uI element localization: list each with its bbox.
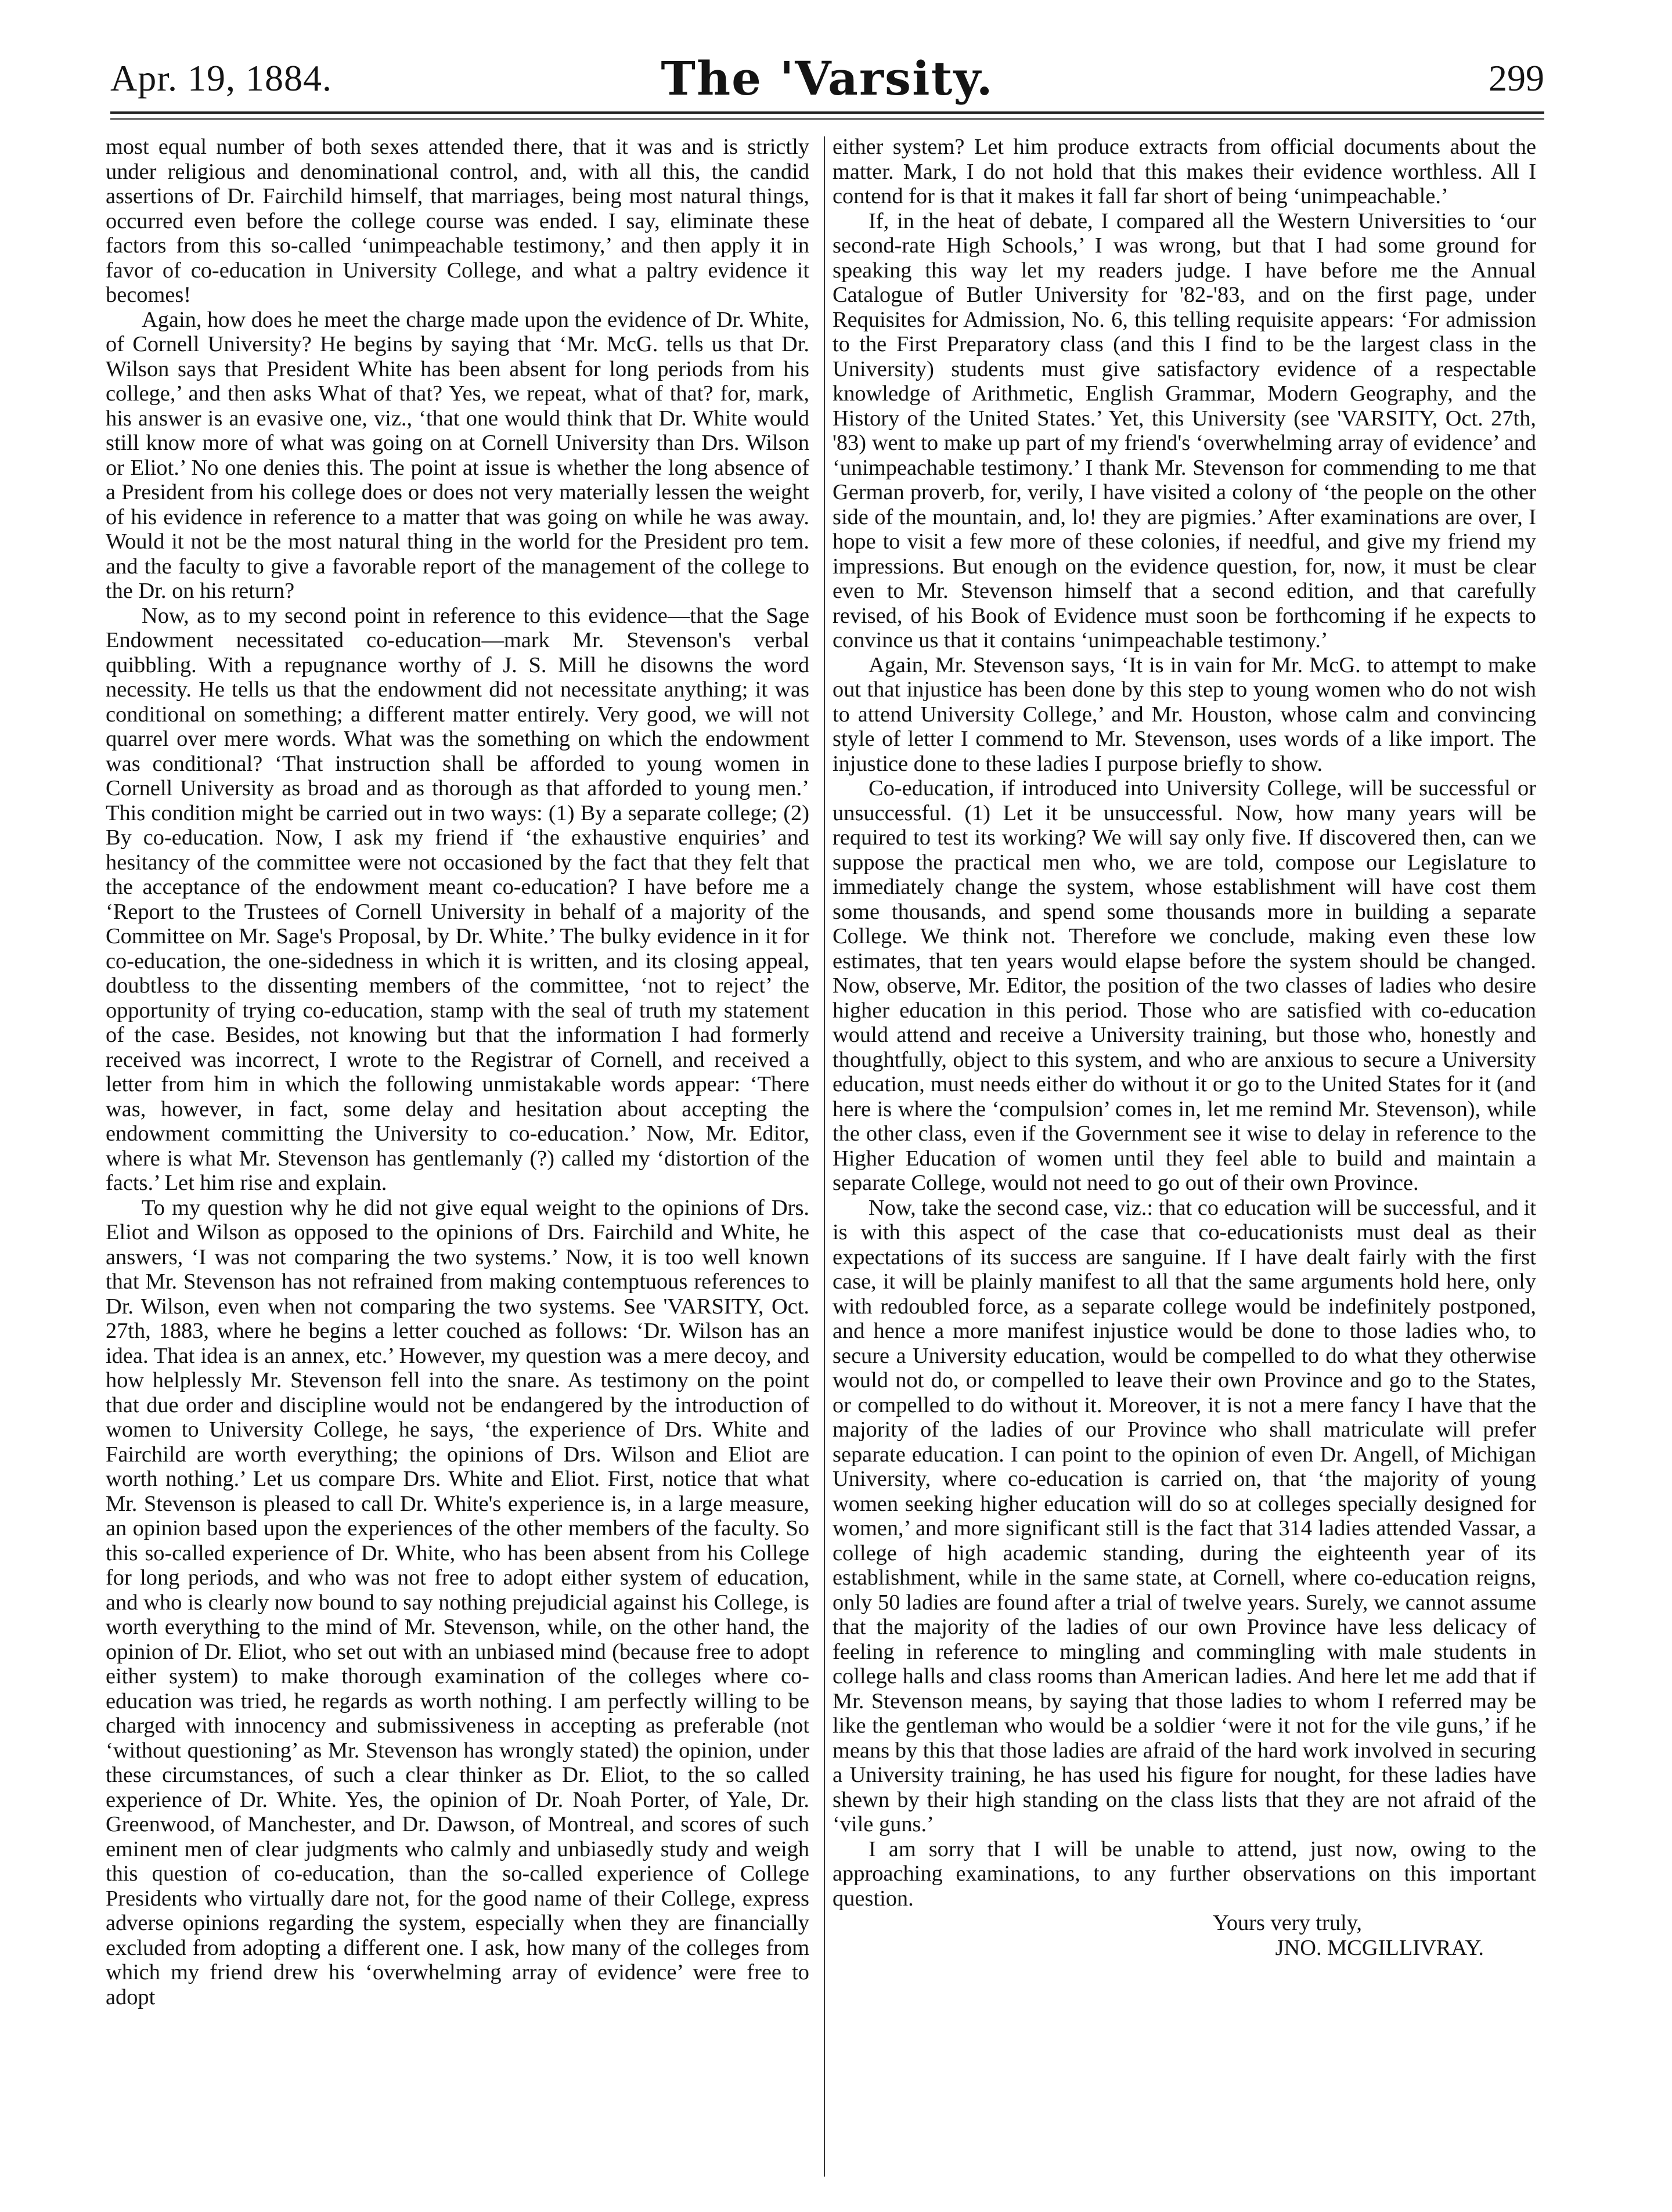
paragraph: Now, as to my second point in reference to this evidence—that the Sage Endowment necessitated co-education—mark Mr. Stevenson's verbal quibbling. With a repugnance worthy of J. S. Mill he disowns the word necessity. He tells us that the endowment did not necessitate anything; it was conditional on something; a different matter entirely. Very good, we will not quarrel over mere words. What was the something on which the endowment was conditional? ‘That instruction shall be afforded to young women in Cornell University as broad and as thorough as that afforded to young men.’ This condition might be carried out in two ways: (1) By a separate college; (2) By co-education. Now, I ask my friend if ‘the exhaustive enquiries’ and hesitancy of the committee were not occasioned by the fact that they felt that the acceptance of the endowment meant co-education? I have before me a ‘Report to the Trustees of Cornell University in behalf of a majority of the Committee on Mr. Sage's Proposal, by Dr. White.’ The bulky evidence in it for co-education, the one-sidedness in which it is written, and its closing appeal, doubtless to the dissenting members of the committee, ‘not to reject’ the opportunity of trying co-education, stamp with the seal of truth my statement of the case. Besides, not knowing but that the information I had formerly received was incorrect, I wrote to the Registrar of Cornell, and received a letter from him in which the following unmistakable words appear: ‘There was, however, in fact, some delay and hesitation about accepting the endowment committing the University to co-education.’ Now, Mr. Editor, where is what Mr. Stevenson has gentlemanly (?) called my ‘distortion of the facts.’ Let him rise and explain. [106, 603, 809, 1195]
header-rule-thick [110, 111, 1544, 114]
paragraph: Now, take the second case, viz.: that co education will be successful, and it is with this aspect of the case that co-educationists must deal as their expectations of its success are sanguine. If I have dealt fairly with the first case, it will be plainly manifest to all that the same arguments hold here, only with redoubled force, as a separate college would be indefinitely postponed, and hence a more manifest injustice would be done to those ladies who, to secure a University education, would be compelled to do what they otherwise would not do, or compelled to leave their own Province and go to the States, or compelled to do without it. Moreover, it is not a mere fancy I have that the majority of the ladies of our Province who shall matriculate will prefer separate education. I can point to the opinion of even Dr. Angell, of Michigan University, where co-education is carried on, that ‘the majority of young women seeking higher education will do so at colleges specially designed for women,’ and more significant still is the fact that 314 ladies attended Vassar, a college of high academic standing, during the eighteenth year of its establishment, while in the same state, at Cornell, where co-education reigns, only 50 ladies are found after a trial of twelve years. Surely, we cannot assume that the majority of the ladies of our own Province have less delicacy of feeling in reference to mingling and commingling with male students in college halls and class rooms than American ladies. And here let me add that if Mr. Stevenson means, by saying that those ladies to whom I referred may be like the gentleman who would be a soldier ‘were it not for the vile guns,’ if he means by this that those ladies are afraid of the hard work involved in securing a University training, he has used his figure for nought, for these ladies have shewn by their high standing on the class lists that they are not afraid of the ‘vile guns.’ [833, 1195, 1536, 1836]
masthead: The 'Varsity. [661, 51, 994, 106]
paragraph: most equal number of both sexes attended there, that it was and is strictly under religious and denominational control, and, with all this, the candid assertions of Dr. Fairchild himself, that marriages, being most natural things, occurred even before the college course was ended. I say, eliminate these factors from this so-called ‘unimpeachable testimony,’ and then apply it in favor of co-education in University College, and what a paltry evidence it becomes! [106, 135, 809, 307]
right-column [833, 135, 1536, 2178]
issue-date: Apr. 19, 1884. [110, 57, 332, 99]
paragraph: Co-education, if introduced into University College, will be successful or unsuccessful. (1) Let it be unsuccessful. Now, how many years will be required to test its working? We will say only five. If discovered then, can we suppose the practical men who, we are told, compose our Legislature to immediately change the system, whose establishment will have cost them some thousands, and spend some thousands more in building a separate College. We think not. Therefore we conclude, making even these low estimates, that ten years would elapse before the system should be changed. Now, observe, Mr. Editor, the position of the two classes of ladies who desire higher education in this period. Those who are satisfied with co-education would attend and receive a University training, but those who, honestly and thoughtfully, object to this system, and who are anxious to secure a University education, must needs either do without it or go to the United States for it (and here is where the ‘compulsion’ comes in, let me remind Mr. Stevenson), while the other class, even if the Government see it wise to delay in reference to the Higher Education of women until they feel able to build and maintain a separate College, would not need to go out of their own Province. [833, 776, 1536, 1195]
signature-name: JNO. MCGILLIVRAY. [1275, 1935, 1484, 1960]
header-rule-thin [110, 118, 1544, 120]
paragraph: Again, Mr. Stevenson says, ‘It is in vain for Mr. McG. to attempt to make out that injustice has been done by this step to young women who do not wish to attend University College,’ and Mr. Houston, whose calm and convincing style of letter I commend to Mr. Stevenson, uses words of a like import. The injustice done to these ladies I purpose briefly to show. [833, 652, 1536, 776]
paragraph: To my question why he did not give equal weight to the opinions of Drs. Eliot and Wilson as opposed to the opinions of Drs. Fairchild and White, he answers, ‘I was not comparing the two systems.’ Now, it is too well known that Mr. Stevenson has not refrained from making contemptuous references to Dr. Wilson, even when not comparing the two systems. See 'VARSITY, Oct. 27th, 1883, where he begins a letter couched as follows: ‘Dr. Wilson has an idea. That idea is an annex, etc.’ However, my question was a mere decoy, and how helplessly Mr. Stevenson fell into the snare. As testimony on the point that due order and discipline would not be endangered by the introduction of women to University College, he says, ‘the experience of Drs. White and Fairchild are worth everything; the opinions of Drs. Wilson and Eliot are worth nothing.’ Let us compare Drs. White and Eliot. First, notice that what Mr. Stevenson is pleased to call Dr. White's experience is, in a large measure, an opinion based upon the experiences of the other members of the faculty. So this so-called experience of Dr. White, who has been absent from his College for long periods, and who was not free to adopt either system of education, and who is clearly now bound to say nothing prejudicial against his College, is worth everything to the mind of Mr. Stevenson, while, on the other hand, the opinion of Dr. Eliot, who set out with an unbiased mind (because free to adopt either system) to make thorough examination of the colleges where co-education was tried, he regards as worth nothing. I am perfectly willing to be charged with innocency and submissiveness in accepting as preferable (not ‘without questioning’ as Mr. Stevenson has wrongly stated) the opinion, under these circumstances, of such a clear thinker as Dr. Eliot, to the so called experience of Dr. White. Yes, the opinion of Dr. Noah Porter, of Yale, Dr. Greenwood, of Manchester, and Dr. Dawson, of Montreal, and scores of such eminent men of clear judgments who calmly and unbiasedly study and weigh this question of co-education, than the so-called experience of College Presidents who virtually dare not, for the good name of their College, express adverse opinions regarding the system, especially when they are financially excluded from adopting a different one. I ask, how many of the colleges from which my friend drew his ‘overwhelming array of evidence’ were free to adopt [106, 1195, 809, 2009]
page-number: 299 [1489, 57, 1544, 99]
column-divider [824, 136, 825, 2177]
left-column [106, 135, 809, 2178]
page-header [110, 53, 1544, 117]
paragraph: I am sorry that I will be unable to attend, just now, owing to the approaching examinations, to any further observations on this important question. [833, 1836, 1536, 1911]
paragraph: Again, how does he meet the charge made upon the evidence of Dr. White, of Cornell University? He begins by saying that ‘Mr. McG. tells us that Dr. Wilson says that President White has been absent for long periods from his college,’ and then asks What of that? Yes, we repeat, what of that? for, mark, his answer is an evasive one, viz., ‘that one would think that Dr. White would still know more of what was going on at Cornell University than Drs. Wilson or Eliot.’ No one denies this. The point at issue is whether the long absence of a President from his college does or does not very materially lessen the weight of his evidence in reference to a matter that was going on while he was away. Would it not be the most natural thing in the world for the President pro tem. and the faculty to give a favorable report of the management of the college to the Dr. on his return? [106, 307, 809, 603]
paragraph: If, in the heat of debate, I compared all the Western Universities to ‘our second-rate High Schools,’ I was wrong, but that I had some ground for speaking this way let my readers judge. I have before me the Annual Catalogue of Butler University for '82-'83, and on the first page, under Requisites for Admission, No. 6, this telling requisite appears: ‘For admission to the First Preparatory class (and this I find to be the largest class in the University) students must give satisfactory evidence of a respectable knowledge of Arithmetic, English Grammar, Modern Geography, and the History of the United States.’ Yet, this University (see 'VARSITY, Oct. 27th, '83) went to make up part of my friend's ‘overwhelming array of evidence’ and ‘unimpeachable testimony.’ I thank Mr. Stevenson for commending to me that German proverb, for, verily, I have visited a colony of ‘the people on the other side of the mountain, and, lo! they are pigmies.’ After examinations are over, I hope to visit a few more of these colonies, if needful, and give my friend my impressions. But enough on the evidence question, for, now, it must be clear even to Mr. Stevenson himself that a second edition, and that carefully revised, of his Book of Evidence must soon be forthcoming if he expects to convince us that it contains ‘unimpeachable testimony.’ [833, 208, 1536, 652]
paragraph: either system? Let him produce extracts from official documents about the matter. Mark, I do not hold that this makes their evidence worthless. All I contend for is that it makes it fall far short of being ‘unimpeachable.’ [833, 135, 1536, 208]
signature-closing: Yours very truly, [1212, 1911, 1362, 1935]
